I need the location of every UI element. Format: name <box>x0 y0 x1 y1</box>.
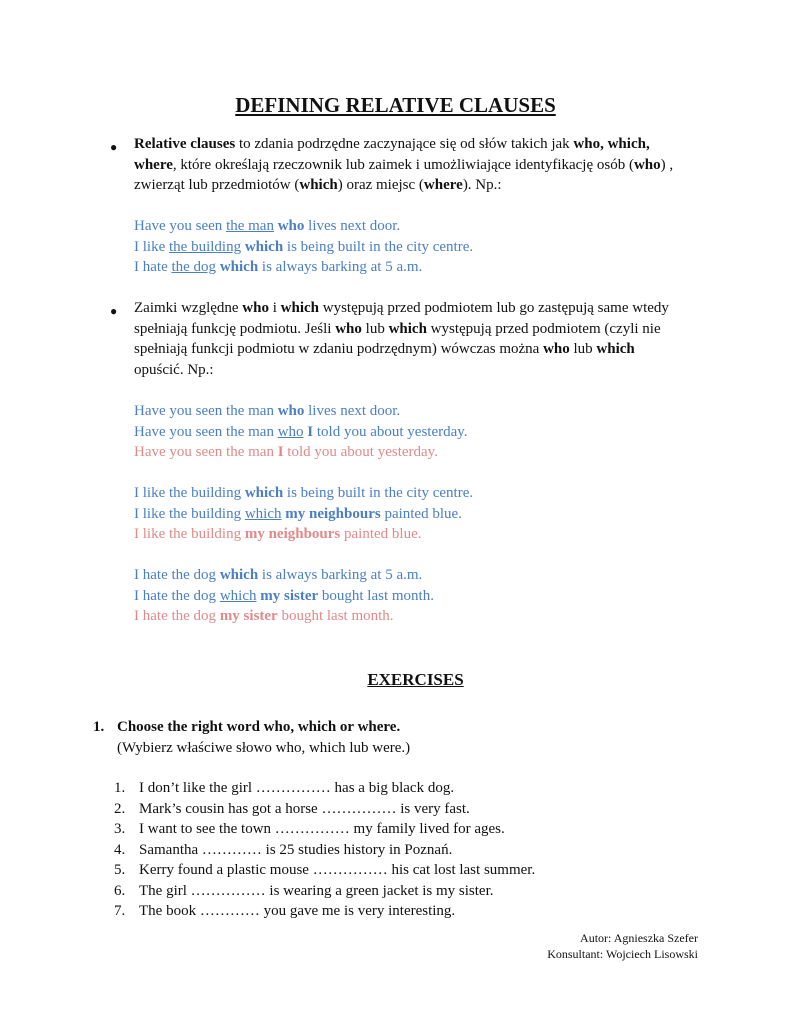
task-heading: Choose the right word who, which or where. <box>117 719 401 735</box>
exercises-heading: EXERCISES <box>367 670 464 689</box>
example-line: I hate the dog which is always barking at 5 a.m. <box>134 259 423 275</box>
footer-credits <box>547 930 698 962</box>
task-1 <box>93 717 410 759</box>
page-title: DEFINING RELATIVE CLAUSES <box>235 93 556 117</box>
term-relative-clauses: Relative clauses <box>134 136 236 152</box>
examples-group-man <box>134 401 468 463</box>
examples-group-building <box>134 483 473 545</box>
footer-author: Autor: Agnieszka Szefer <box>580 931 698 945</box>
bullet-2-text: Zaimki względne who i which występują przed podmiotem lub go zastępują same wtedy spełniają funkcję podmiotu. Jeśli who lub which występują przed podmiotem (czyli nie spełniają funkcji podmiotu w zdaniu podrzędnym) wówczas można who lub which opuścić. Np.: <box>134 300 669 378</box>
example-line: I like the building which is being built in the city centre. <box>134 238 474 255</box>
example-line: Have you seen the man who lives next door. <box>134 403 401 419</box>
bullet-1-dot: ● <box>110 140 118 154</box>
example-line: I hate the dog which is always barking at 5 a.m. <box>134 567 423 583</box>
example-line-omitted: I hate the dog my sister bought last month. <box>134 608 394 624</box>
example-line: Have you seen the man who lives next door. <box>134 218 401 234</box>
exercise-item: 7. The book ………… you gave me is very interesting. <box>114 903 456 919</box>
exercise-item: 6. The girl …………… is wearing a green jacket is my sister. <box>114 882 494 899</box>
example-line-omitted: I like the building my neighbours painted blue. <box>134 526 422 542</box>
example-line: I like the building which my neighbours painted blue. <box>134 505 462 522</box>
bullet-1-text: Relative clauses to zdania podrzędne zaczynające się od słów takich jak who, which, where, które określają rzeczownik lub zaimek i umożliwiające identyfikację osób (who) , zwierząt lub przedmiotów (which) oraz miejsc (where). Np.: <box>134 136 674 193</box>
task-number: 1. <box>93 719 105 735</box>
footer-consultant: Konsultant: Wojciech Lisowski <box>547 947 698 961</box>
example-line: Have you seen the man who I told you about yesterday. <box>134 423 468 440</box>
exercise-item: 4. Samantha ………… is 25 studies history in Poznań. <box>114 841 453 858</box>
example-line: I hate the dog which my sister bought last month. <box>134 587 434 604</box>
exercise-item: 3. I want to see the town …………… my family lived for ages. <box>114 821 505 837</box>
example-line: I like the building which is being built in the city centre. <box>134 485 474 501</box>
examples-group-dog <box>134 565 434 627</box>
example-line-omitted: Have you seen the man I told you about yesterday. <box>134 444 438 460</box>
examples-group-1 <box>134 216 473 278</box>
exercise-item: 2. Mark’s cousin has got a horse …………… is very fast. <box>114 800 470 817</box>
exercise-list <box>114 778 535 922</box>
bullet-2-dot: ● <box>110 304 118 318</box>
exercise-item: 5. Kerry found a plastic mouse …………… his cat lost last summer. <box>114 862 536 878</box>
task-subheading: (Wybierz właściwe słowo who, which lub were.) <box>117 740 411 756</box>
exercise-item: 1. I don’t like the girl …………… has a big black dog. <box>114 780 455 796</box>
